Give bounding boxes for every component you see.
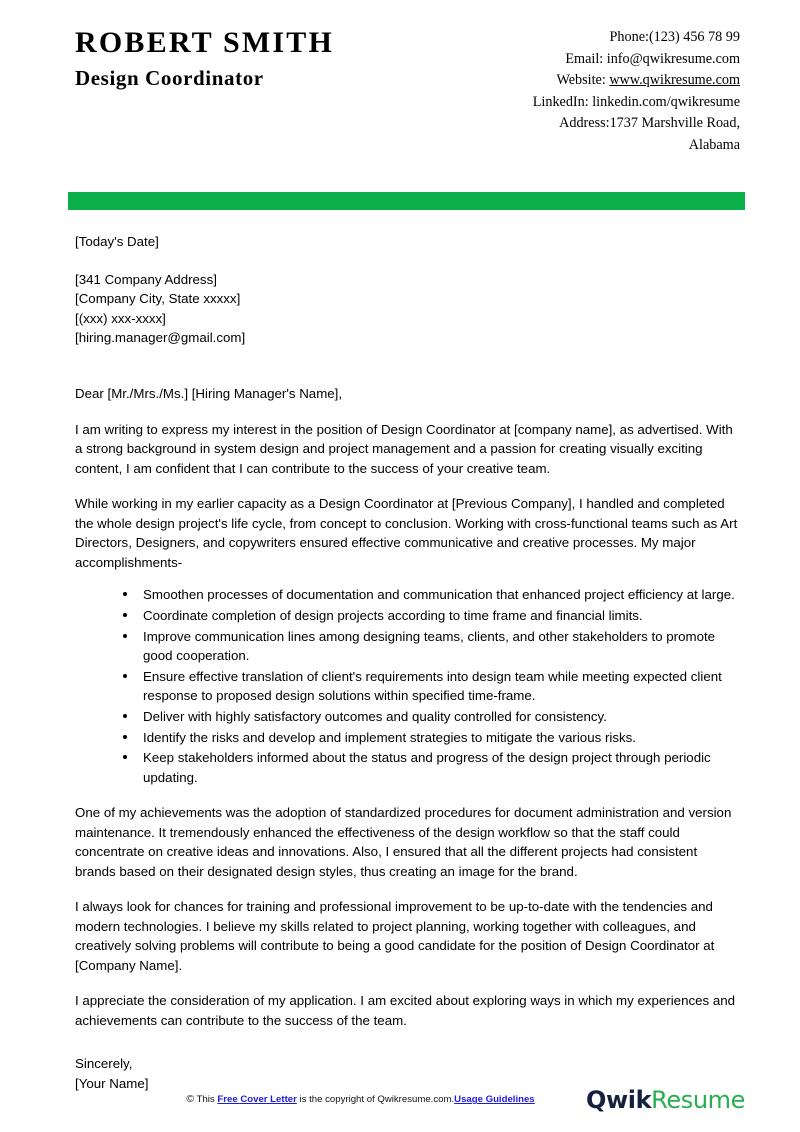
accomplishments-list — [75, 585, 740, 787]
contact-website-label: Website: — [556, 72, 610, 89]
candidate-identity — [75, 24, 334, 90]
letter-date: [Today's Date] — [75, 234, 159, 250]
recipient-line: [(xxx) xxx-xxxx] — [75, 310, 166, 326]
copyright-text-middle: is the copyright of Qwikresume.com. — [296, 1094, 455, 1106]
body-paragraph-2: While working in my earlier capacity as a Design Coordinator at [Previous Company], I handled and completed the whole design project's life cycle, from concept to conclusion. Working with cross-functional teams such as Art Directors, Designers, and copywriters ensured effective communicative and creative processes. My major accomplishments- — [75, 496, 738, 570]
copyright-text-before: This — [194, 1094, 218, 1106]
free-cover-letter-link[interactable]: Free Cover Letter — [217, 1094, 297, 1106]
contact-details — [533, 24, 740, 156]
salutation: Dear [Mr./Mrs./Ms.] [Hiring Manager's Name], — [75, 386, 343, 402]
recipient-line: [Company City, State xxxxx] — [75, 291, 241, 307]
contact-email: Email: info@qwikresume.com — [565, 50, 740, 67]
contact-address-line-1: Address:1737 Marshville Road, — [559, 115, 740, 132]
signature-name: [Your Name] — [75, 1075, 149, 1091]
list-item: Ensure effective translation of client's requirements into design team while meeting expected client response to proposed design solutions within specified time-frame. — [122, 667, 740, 706]
page-footer — [0, 1088, 800, 1112]
candidate-name: ROBERT SMITH — [75, 26, 335, 59]
body-paragraph-3: One of my achievements was the adoption of standardized procedures for document administration and version maintenance. It tremendously enhanced the effectiveness of the design workflow so that the staff could concentrate on creative ideas and innovations. Also, I ensured that all the different projects had consistent brands based on their designated design styles, thus creating an image for the brand. — [75, 804, 732, 879]
list-item: Keep stakeholders informed about the status and progress of the design project through periodic updating. — [122, 748, 740, 787]
letter-body — [0, 232, 800, 1092]
candidate-job-title: Design Coordinator — [75, 65, 264, 90]
usage-guidelines-link[interactable]: Usage Guidelines — [454, 1094, 535, 1106]
qwikresume-logo[interactable] — [586, 1088, 745, 1112]
contact-website — [533, 70, 740, 92]
body-paragraph-1: I am writing to express my interest in the position of Design Coordinator at [company name], as advertised. With a strong background in system design and project management and a passion for creating visually exciting content, I am confident that I can contribute to the success of your creative team. — [75, 421, 733, 476]
body-paragraph-4: I always look for chances for training and professional improvement to be up-to-date with the tendencies and modern technologies. I believe my skills related to project planning, working together with colleagues, and creatively solving problems will contribute to being a good candidate for the position of Design Coordinator at [Company Name]. — [75, 899, 715, 973]
letter-header — [0, 0, 800, 156]
list-item: Improve communication lines among designing teams, clients, and other stakeholders to promote good cooperation. — [122, 627, 740, 666]
copyright-notice — [126, 1093, 534, 1107]
logo-text-resume: Resume — [651, 1086, 745, 1114]
logo-text-qwik: Qwik — [586, 1086, 652, 1114]
recipient-line: [hiring.manager@gmail.com] — [75, 329, 246, 345]
recipient-line: [341 Company Address] — [75, 272, 217, 287]
green-accent-bar — [68, 192, 745, 210]
contact-address-line-2: Alabama — [688, 136, 740, 153]
accent-bar-container — [0, 192, 800, 210]
list-item: Identify the risks and develop and implement strategies to mitigate the various risks. — [122, 728, 740, 747]
sign-off: Sincerely, — [75, 1056, 133, 1072]
contact-website-link[interactable]: www.qwikresume.com — [609, 72, 740, 89]
contact-linkedin: LinkedIn: linkedin.com/qwikresume — [532, 93, 740, 110]
body-paragraph-5: I appreciate the consideration of my application. I am excited about exploring ways in which my experiences and achievements can contribute to the success of the team. — [75, 993, 736, 1028]
list-item: Coordinate completion of design projects according to time frame and financial limits. — [122, 606, 740, 625]
contact-phone: Phone:(123) 456 78 99 — [609, 29, 740, 45]
list-item: Smoothen processes of documentation and communication that enhanced project efficiency at large. — [122, 585, 740, 604]
list-item: Deliver with highly satisfactory outcomes and quality controlled for consistency. — [122, 707, 740, 726]
recipient-address-block — [75, 270, 740, 347]
copyright-icon: © — [186, 1093, 195, 1106]
